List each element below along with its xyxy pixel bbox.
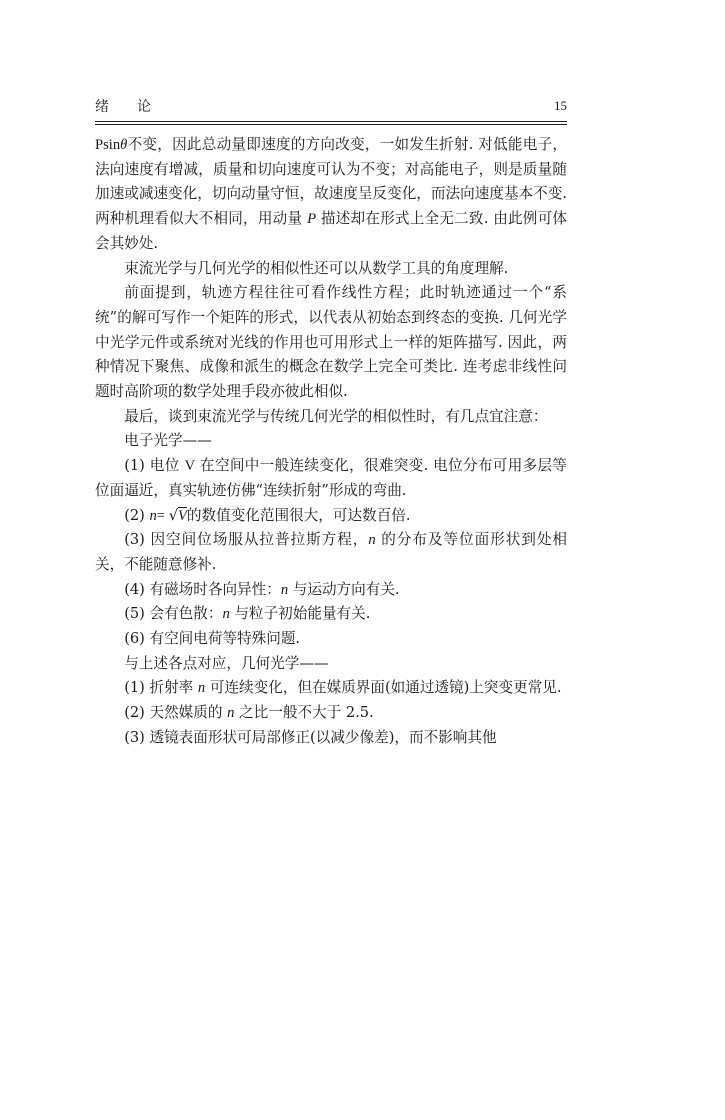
list-item-text: 与粒子初始能量有关. [229, 605, 371, 623]
paragraph-text: 描述却在形式上全无二致. 由此例可体会其妙处. [95, 210, 568, 252]
header-rule-thin [95, 124, 567, 125]
paragraph-text: 不变，因此总动量即速度的方向改变，一如发生折射. 对低能电子，法向速度有增减，质量和切向速度可认为不变；对高能电子，则是质量随加速或减速变化，切向动量守恒，故速度呈反变化，而法向速度基本不变. 两种机理看似大不相同，用动量 [95, 136, 567, 228]
running-header [95, 96, 567, 118]
list-item-text: (4) 有磁场时各向异性： [124, 580, 281, 598]
list-item-text: (1) 电位 [124, 457, 185, 475]
list-heading-electron-optics: 电子光学—— [124, 432, 212, 450]
list-item [95, 454, 567, 503]
list-item [95, 578, 567, 603]
sqrt-icon: √ [168, 506, 178, 524]
symbol-n: n [368, 532, 376, 549]
body-text [95, 133, 567, 751]
list-item-text: 的数值变化范围很大，可达数百倍. [186, 506, 411, 524]
list-item-text: (1) 折射率 [124, 679, 198, 697]
list-item: (3) 透镜表面形状可局部修正(以减少像差)，而不影响其他 [124, 728, 497, 746]
list-item-text: 与运动方向有关. [288, 580, 400, 598]
symbol-sin: sin [103, 137, 121, 153]
paragraph-continued [95, 133, 567, 257]
list-item-text: 可连续变化，但在媒质界面(如通过透镜)上突变更常见. [205, 679, 562, 697]
list-item: (6) 有空间电荷等特殊问题. [124, 630, 301, 648]
symbol-theta: θ [120, 137, 128, 153]
list-item-text: (2) 天然媒质的 [124, 704, 228, 722]
symbol-equals: = [156, 507, 169, 524]
list-item [95, 701, 567, 726]
list-item-text: (2) [124, 506, 150, 524]
list-item-text: 的分布及等位面形状到处相关，不能随意修补. [95, 531, 568, 573]
symbol-n: n [149, 507, 157, 524]
list-item [95, 602, 567, 627]
list-item [95, 504, 567, 529]
list-item-text: (5) 会有色散： [124, 605, 223, 623]
symbol-V: V [184, 458, 196, 475]
list-item-text: (3) 因空间位场服从拉普拉斯方程， [124, 531, 369, 549]
paragraph: 束流光学与几何光学的相似性还可以从数学工具的角度理解. [124, 259, 509, 277]
list-item [95, 528, 567, 577]
list-item-text: 在空间中一般连续变化，很难突变. 电位分布可用多层等位面逼近，真实轨迹仿佛“连续折射”形成的弯曲. [95, 457, 567, 499]
symbol-n: n [222, 606, 230, 623]
symbol-V-italic: V [178, 507, 187, 524]
symbol-P-italic: P [307, 211, 317, 228]
symbol-n: n [227, 705, 235, 722]
list-item-text: 之比一般不大于 2.5. [234, 704, 374, 722]
symbol-n: n [197, 680, 206, 697]
paragraph: 前面提到，轨迹方程往往可看作线性方程；此时轨迹通过一个“系统”的解可写作一个矩阵的形式，以代表从初始态到终态的变换. 几何光学中光学元件或系统对光线的作用也可用形式上一样的矩阵描写. 因此，两种情况下聚焦、成像和派生的概念在数学上完全可类比. 连考虑非线性问题时高阶项的数学处理手段亦彼此相似. [95, 284, 567, 401]
list-item [95, 676, 567, 701]
symbol-P: P [95, 137, 104, 153]
symbol-n: n [280, 581, 289, 598]
paragraph: 最后，谈到束流光学与传统几何光学的相似性时，有几点宜注意： [124, 407, 548, 425]
list-heading-geometric-optics: 与上述各点对应，几何光学—— [124, 654, 329, 672]
chapter-title-char1: 绪 [95, 99, 109, 115]
page-number: 15 [554, 98, 567, 113]
header-rule-thick [95, 121, 567, 122]
chapter-title [95, 96, 151, 116]
chapter-title-char2: 论 [137, 99, 151, 115]
